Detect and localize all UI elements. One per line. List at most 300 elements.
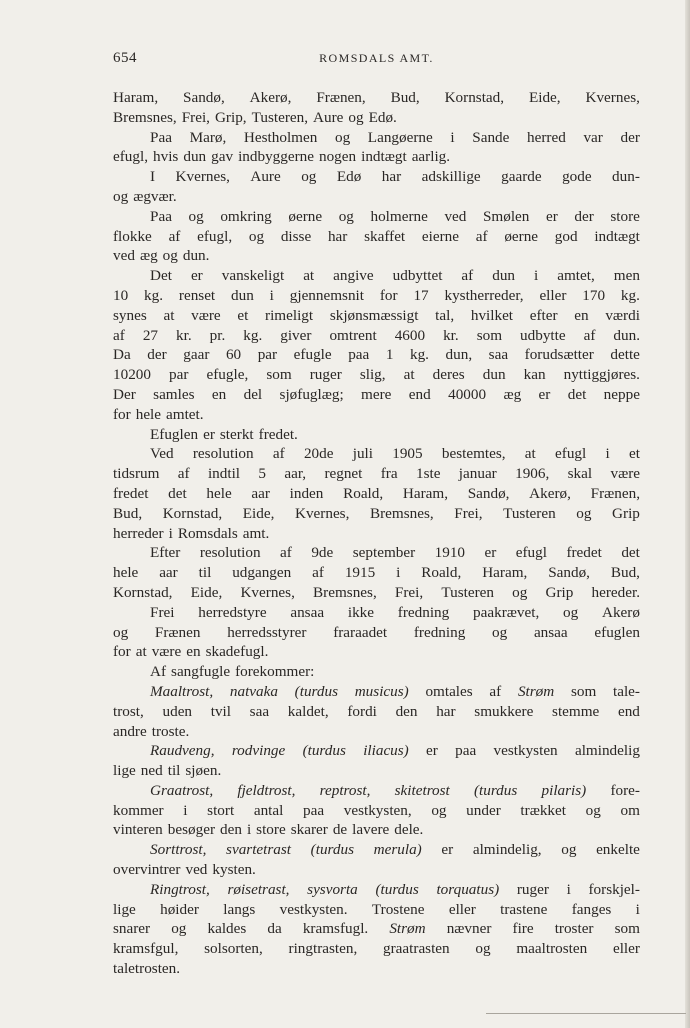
word: fanges [571, 900, 612, 918]
word: regnet [324, 465, 363, 483]
word: efugle, [206, 366, 249, 384]
word: kystherreder, [444, 286, 524, 304]
word: høider [160, 900, 199, 918]
word: Tusteren, [251, 108, 309, 126]
word: til [167, 762, 181, 780]
word: i [246, 821, 252, 839]
word: Roald, [343, 484, 384, 502]
word: skadefugl. [205, 643, 269, 661]
text-line [113, 425, 640, 445]
word: indbyggerne [238, 148, 314, 166]
word: og [348, 108, 364, 126]
word: kaldet, [287, 702, 329, 720]
word: disse [280, 227, 312, 245]
word: (turdus [294, 682, 338, 700]
text-line [113, 147, 640, 167]
text-line [113, 840, 640, 860]
word: Haram, [113, 89, 159, 106]
text-line [113, 722, 640, 742]
word: dun [492, 267, 516, 285]
word: giver [280, 326, 312, 344]
word: fredning [413, 623, 466, 641]
word: har [381, 168, 402, 186]
word: synes [113, 306, 147, 324]
word: graatrasten [383, 940, 450, 958]
word: og [248, 227, 265, 245]
word: af [272, 445, 285, 463]
text-line [113, 167, 640, 187]
word: være [151, 643, 182, 661]
word: Bud, [610, 564, 640, 582]
word: af [583, 326, 596, 344]
word: Kornstad, [113, 583, 173, 601]
word: Edø. [368, 108, 397, 126]
word: Paa [150, 207, 172, 225]
word: solsorten, [204, 940, 263, 958]
word: Tusteren [503, 504, 556, 522]
word: Maaltrost, [150, 682, 214, 700]
word: dun [482, 366, 506, 384]
word: og [334, 128, 351, 146]
word: stort [207, 801, 235, 819]
word: (turdus [310, 841, 354, 859]
word: gode [562, 168, 592, 186]
word: æg [503, 385, 522, 403]
word: Sandø, [183, 89, 225, 106]
text-line [113, 880, 640, 900]
word: Eide, [528, 89, 561, 106]
word: eierne [421, 227, 459, 245]
word: 10200 [113, 366, 151, 384]
footer-rule [486, 1013, 686, 1014]
word: Af [150, 663, 167, 681]
word: og [188, 207, 204, 225]
word: Ringtrost, [150, 880, 210, 898]
word: dun [183, 148, 207, 166]
word: være [610, 465, 640, 483]
word: det [567, 385, 587, 403]
word: holmerne [370, 207, 428, 225]
page-header [113, 50, 640, 70]
word: 1 [385, 346, 394, 364]
word: samles [153, 385, 195, 403]
word: Grip [612, 504, 640, 522]
word: den [220, 821, 242, 839]
word: er [484, 544, 497, 562]
word: skaffet [364, 227, 406, 245]
word: 1906, [515, 465, 550, 483]
text-line [113, 801, 640, 821]
word: omkring [220, 207, 272, 225]
text-line [113, 326, 640, 346]
word: 5 [258, 465, 266, 483]
text-line [113, 128, 640, 148]
text-line [113, 820, 640, 840]
word: der [620, 128, 640, 146]
word: herreder [113, 524, 164, 542]
word: for [113, 643, 131, 661]
word: Bud, [390, 89, 420, 106]
word: eller [612, 940, 640, 958]
word: Paa [150, 128, 172, 146]
word: iliacus) [363, 742, 409, 760]
running-title: ROMSDALS AMT. [319, 51, 434, 65]
word: vestkysten [493, 742, 558, 760]
word: kommer [113, 801, 164, 819]
word: langs [223, 900, 256, 918]
word: som [476, 326, 503, 344]
word: Sandø, [548, 564, 590, 582]
word: Akerø [602, 603, 640, 621]
word: forekommer: [235, 663, 315, 681]
word: som [266, 366, 292, 384]
text-line [113, 108, 640, 128]
word: Graatrost, [150, 781, 214, 799]
word: trastene [500, 900, 548, 918]
word: herredsstyrer [227, 623, 307, 641]
word: skitetrost [394, 781, 450, 799]
word: indtægt [361, 148, 407, 166]
word: efugl, [113, 148, 149, 166]
word: Kvernes, [175, 168, 230, 186]
word: Romsdals [177, 524, 238, 542]
word: i [534, 267, 539, 285]
text-line [113, 365, 640, 385]
word: for [379, 286, 398, 304]
word: Frænen, [590, 484, 640, 502]
word: Da [113, 346, 131, 364]
word: i [396, 564, 401, 582]
word: hele [113, 564, 139, 582]
word: slig, [359, 366, 386, 384]
word: og [492, 623, 508, 641]
word: kr. [443, 326, 459, 344]
word: rimeligt [265, 306, 314, 324]
word: maaltrosten [516, 940, 588, 958]
word: ringtrasten, [288, 940, 358, 958]
word: sysvorta [307, 880, 358, 898]
word: amt. [242, 524, 270, 542]
word: og [113, 623, 129, 641]
word: aar, [284, 465, 307, 483]
word: af [113, 326, 125, 344]
word: almindelig [574, 742, 640, 760]
word: hele [206, 484, 232, 502]
text-line [113, 524, 640, 544]
word: værdi [605, 306, 640, 324]
word: fore- [610, 781, 640, 799]
word: den [395, 702, 418, 720]
word: efuglen [594, 623, 640, 641]
text-line [113, 939, 640, 959]
word: dun, [445, 346, 473, 364]
word: herred [527, 128, 566, 146]
word: hvilket [470, 306, 514, 324]
word: trost, [113, 702, 144, 720]
word: deres [432, 366, 465, 384]
word: lavere [352, 821, 390, 839]
word: aarlig. [411, 148, 451, 166]
word: ved [444, 207, 467, 225]
word: Aure [313, 108, 344, 126]
word: i [566, 880, 571, 898]
word: Frei, [394, 583, 424, 601]
word: Sorttrost, [150, 841, 207, 859]
word: (turdus [375, 880, 419, 898]
word: Eide, [190, 583, 223, 601]
text-line [113, 662, 640, 682]
word: Raudveng, [150, 742, 215, 760]
word: Kornstad, [444, 89, 505, 106]
word: torquatus) [436, 880, 500, 898]
word: Aure [250, 168, 281, 186]
word: forudsætter [524, 346, 594, 364]
word: smukkere [474, 702, 534, 720]
word: kr. [176, 326, 192, 344]
word: Hestholmen [243, 128, 318, 146]
word: omtrent [329, 326, 377, 344]
word: overvintrer [113, 861, 181, 879]
word: en [186, 643, 201, 661]
word: nogen [318, 148, 357, 166]
word: indtil [207, 465, 241, 483]
word: og [162, 247, 178, 265]
word: store [610, 207, 640, 225]
word: skal [567, 465, 593, 483]
word: 60 [225, 346, 242, 364]
word: dele. [394, 821, 424, 839]
word: del [243, 385, 263, 403]
word: forskjel- [588, 880, 640, 898]
word: eller [448, 900, 476, 918]
text-line [113, 583, 640, 603]
word: at [303, 267, 315, 285]
word: ansaa [290, 603, 325, 621]
word: gaar [183, 346, 210, 364]
word: er [538, 385, 551, 403]
word: men [613, 267, 640, 285]
word: troster [554, 920, 594, 938]
word: lige [113, 900, 136, 918]
word: at [135, 643, 147, 661]
word: under [466, 801, 501, 819]
word: 27 [142, 326, 158, 344]
word: sjøfuglæg; [279, 385, 344, 403]
word: efugl [555, 445, 587, 463]
word: en [574, 306, 589, 324]
word: som [570, 682, 597, 700]
word: angive [333, 267, 374, 285]
word: og [301, 168, 317, 186]
word: nyttiggjøres. [563, 366, 640, 384]
word: mere [361, 385, 392, 403]
word: vestkysten. [279, 900, 348, 918]
text-line [113, 900, 640, 920]
word: dun- [612, 168, 640, 186]
text-line [113, 563, 640, 583]
word: i [635, 900, 640, 918]
word: par [257, 346, 278, 364]
word: 1910 [434, 544, 465, 562]
word: andre [113, 722, 147, 740]
word: 10 [113, 286, 129, 304]
body-text [113, 88, 640, 979]
word: gaarde [501, 168, 542, 186]
text-line [113, 286, 640, 306]
word: 170 [582, 286, 606, 304]
word: som [614, 920, 640, 938]
word: og [576, 504, 592, 522]
word: er [426, 742, 438, 760]
word: kan [523, 366, 546, 384]
text-line [113, 88, 640, 108]
word: 4600 [394, 326, 426, 344]
word: paa [303, 801, 325, 819]
text-line [113, 405, 640, 425]
word: for [113, 405, 131, 423]
word: resolution [199, 544, 261, 562]
word: fordi [347, 702, 377, 720]
page-edge [685, 0, 690, 1028]
word: (turdus [302, 742, 346, 760]
word: troste. [151, 722, 190, 740]
word: Der [113, 385, 136, 403]
word: Frænen [154, 623, 201, 641]
text-line [113, 464, 640, 484]
word: end [617, 702, 640, 720]
word: og [512, 583, 528, 601]
word: og [563, 603, 579, 621]
word: af [280, 544, 292, 562]
word: september [352, 544, 416, 562]
word: Smølen [482, 207, 530, 225]
word: har [436, 702, 456, 720]
word: ægvær. [133, 187, 177, 205]
word: Efuglen [150, 425, 199, 443]
word: tidsrum [113, 465, 160, 483]
word: 1ste [415, 465, 441, 483]
word: kg. [620, 286, 640, 304]
word: i [168, 524, 173, 542]
word: lige [113, 762, 136, 780]
word: omtales [425, 682, 473, 700]
word: det [168, 484, 187, 502]
word: Tusteren [441, 583, 494, 601]
word: Strøm [389, 920, 426, 938]
word: Frei, [181, 108, 210, 126]
word: en [211, 385, 227, 403]
word: 1915 [344, 564, 376, 582]
word: fire [512, 920, 534, 938]
word: Marø, [189, 128, 227, 146]
word: og [431, 801, 447, 819]
word: øerne [288, 207, 323, 225]
word: Roald, [421, 564, 462, 582]
word: adskillige [421, 168, 481, 186]
word: hvis [153, 148, 179, 166]
word: renset [178, 286, 216, 304]
word: taletrosten. [113, 960, 181, 978]
word: tale- [613, 682, 640, 700]
word: røisetrast, [227, 880, 290, 898]
text-line [113, 603, 640, 623]
text-line [113, 919, 640, 939]
word: der [574, 207, 594, 225]
word: Det [150, 267, 172, 285]
word: et [628, 445, 640, 463]
word: Grip, [214, 108, 247, 126]
text-line [113, 266, 640, 286]
word: de [332, 821, 348, 839]
word: ned [140, 762, 163, 780]
word: at [524, 445, 536, 463]
word: af [177, 465, 190, 483]
word: tvil [210, 702, 231, 720]
text-line [113, 781, 640, 801]
text-line [113, 504, 640, 524]
word: ruger [309, 366, 342, 384]
word: det [621, 544, 640, 562]
word: Kvernes, [294, 504, 350, 522]
word: vinteren [113, 821, 163, 839]
word: var [583, 128, 603, 146]
word: flokke [113, 227, 152, 245]
word: dun. [613, 326, 640, 344]
word: at [163, 306, 175, 324]
word: store [256, 821, 286, 839]
word: par [169, 366, 189, 384]
word: eller [539, 286, 567, 304]
word: almindelig, [472, 841, 542, 859]
word: øerne [504, 227, 539, 245]
word: ved [113, 247, 135, 265]
word: Akerø, [529, 484, 571, 502]
word: kramsfgul, [113, 940, 179, 958]
word: skarer [290, 821, 328, 839]
word: udgangen [232, 564, 292, 582]
word: Kornstad, [162, 504, 223, 522]
text-line [113, 959, 640, 979]
word: Sande [472, 128, 510, 146]
word: paakrævet, [473, 603, 540, 621]
word: Strøm [517, 682, 555, 700]
word: aar [251, 484, 270, 502]
word: kramsfugl. [302, 920, 369, 938]
word: paa [348, 346, 370, 364]
word: tal, [435, 306, 455, 324]
word: pilaris) [541, 781, 587, 799]
word: i [605, 445, 610, 463]
text-line [113, 385, 640, 405]
word: (turdus [473, 781, 518, 799]
word: der [147, 346, 167, 364]
word: kg. [409, 346, 429, 364]
word: efugl [515, 544, 547, 562]
word: Frei [150, 603, 175, 621]
word: fredning [397, 603, 450, 621]
word: om [620, 801, 640, 819]
text-line [113, 207, 640, 227]
word: Frei, [454, 504, 483, 522]
word: neppe [603, 385, 640, 403]
word: musicus) [354, 682, 409, 700]
word: uden [162, 702, 193, 720]
word: resolution [192, 445, 254, 463]
word: juli [352, 445, 373, 463]
word: inden [289, 484, 324, 502]
word: indtægt [594, 227, 640, 245]
word: og [338, 207, 354, 225]
